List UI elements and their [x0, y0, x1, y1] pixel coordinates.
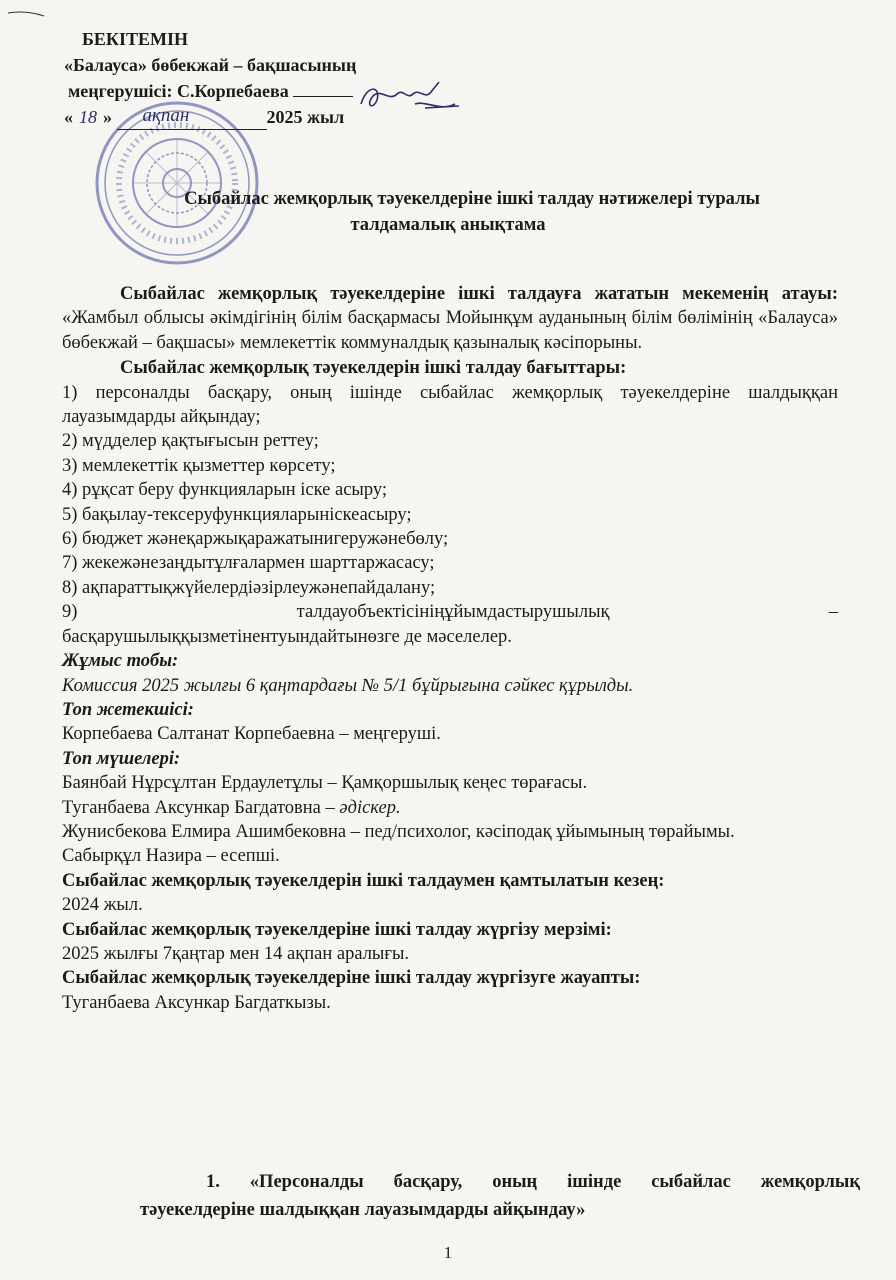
direction-item: 4) рұқсат беру функцияларын іске асыру; [62, 480, 388, 501]
document-body [62, 282, 838, 1015]
member-item: Сабырқұл Назира – есепші. [62, 846, 280, 867]
page-number: 1 [443, 1243, 453, 1262]
directions-heading: Сыбайлас жемқорлық тәуекелдерін ішкі талдау бағыттары: [120, 358, 627, 379]
document-title [60, 186, 836, 238]
term-value: 2025 жылғы 7қаңтар мен 14 ақпан аралығы. [62, 943, 410, 964]
handwritten-signature [355, 78, 465, 114]
term-heading: Сыбайлас жемқорлық тәуекелдеріне ішкі талдау жүргізу мерзімі: [62, 919, 612, 940]
member2-name: Туганбаева Аксункар Багдатовна – [62, 797, 335, 818]
direction-item-9 [62, 600, 838, 624]
approval-heading: БЕКІТЕМІН [82, 29, 188, 49]
date-month-line [117, 105, 267, 130]
date-day: 18 [79, 107, 97, 127]
approval-head-text: меңгерушісі: С.Корпебаева [68, 81, 289, 101]
direction-item: 6) бюджет жәнеқаржықаражатынигеружәнебөлу; [62, 529, 449, 550]
item9-number: 9) [62, 602, 78, 623]
leader-name: Корпебаева Салтанат Корпебаевна – меңгеруші. [62, 724, 441, 745]
direction-item: 3) мемлекеттік қызметтер көрсету; [62, 455, 336, 476]
date-close-quote: » [103, 107, 112, 127]
direction-item: 2) мүдделер қақтығысын реттеу; [62, 431, 319, 452]
member-item: Жунисбекова Елмира Ашимбековна – пед/психолог, кәсіподақ ұйымының төрайымы. [62, 821, 735, 842]
member-item [62, 796, 838, 820]
item9-dash: – [828, 602, 838, 623]
direction-item: 5) бақылау-тексеруфункцияларыніскеасыру; [62, 504, 412, 525]
work-group-text: Комиссия 2025 жылғы 6 қаңтардағы № 5/1 бұйрығына сәйкес құрылды. [62, 675, 634, 696]
work-group-heading: Жұмыс тобы: [62, 651, 179, 672]
responsible-value: Туганбаева Аксункар Багдаткызы. [62, 992, 331, 1013]
member2-role: әдіскер. [334, 797, 401, 818]
members-heading: Топ мүшелері: [62, 748, 181, 769]
intro-label: Сыбайлас жемқорлық тәуекелдеріне ішкі талдауға жататын мекеменің атауы: [120, 284, 838, 304]
approval-date [64, 104, 356, 130]
approval-head [64, 78, 356, 104]
date-month: ақпан [142, 105, 190, 126]
corner-mark [6, 8, 46, 18]
intro-text: «Жамбыл облысы әкімдігінің білім басқармасы Мойынқұм ауданының білім бөлімінің «Балауса» бөбекжай – бақшасы» мемлекеттік коммуналдық қазыналық кәсіпорыны. [62, 308, 838, 353]
item9-text: талдауобъектісініңұйымдастырушылық [296, 602, 610, 623]
member-item: Баянбай Нұрсұлтан Ердаулетұлы – Қамқоршылық кеңес төрағасы. [62, 773, 588, 794]
section-1-line-2: тәуекелдеріне шалдыққан лауазымдарды айқындау» [140, 1200, 586, 1220]
title-line-2: талдамалық анықтама [350, 215, 546, 235]
date-open-quote: « [64, 107, 73, 127]
intro-paragraph [62, 282, 838, 355]
leader-heading: Топ жетекшісі: [62, 699, 194, 720]
responsible-heading: Сыбайлас жемқорлық тәуекелдеріне ішкі талдау жүргізуге жауапты: [62, 968, 641, 989]
title-line-1: Сыбайлас жемқорлық тәуекелдеріне ішкі талдау нәтижелері туралы [184, 189, 760, 209]
direction-item: 7) жекежәнезаңдытұлғалармен шарттаржасасу; [62, 553, 435, 574]
direction-item: 1) персоналды басқару, оның ішінде сыбайлас жемқорлық тәуекелдеріне шалдыққан лауазымдарды айқындау; [62, 382, 838, 428]
period-value: 2024 жыл. [62, 895, 143, 916]
direction-item: 8) ақпараттықжүйелердіәзірлеужәнепайдалану; [62, 577, 436, 598]
approval-block [64, 26, 356, 130]
section-1-heading [140, 1168, 860, 1224]
period-heading: Сыбайлас жемқорлық тәуекелдерін ішкі талдаумен қамтылатын кезең: [62, 870, 665, 891]
section-1-line-1: 1. «Персоналды басқару, оның ішінде сыбайлас жемқорлық [206, 1172, 860, 1192]
date-year: 2025 жыл [266, 107, 345, 127]
item9-continuation: басқарушылыққызметінентуындайтынөзге де мәселелер. [62, 626, 512, 647]
approval-org: «Балауса» бөбекжай – бақшасының [64, 55, 357, 75]
